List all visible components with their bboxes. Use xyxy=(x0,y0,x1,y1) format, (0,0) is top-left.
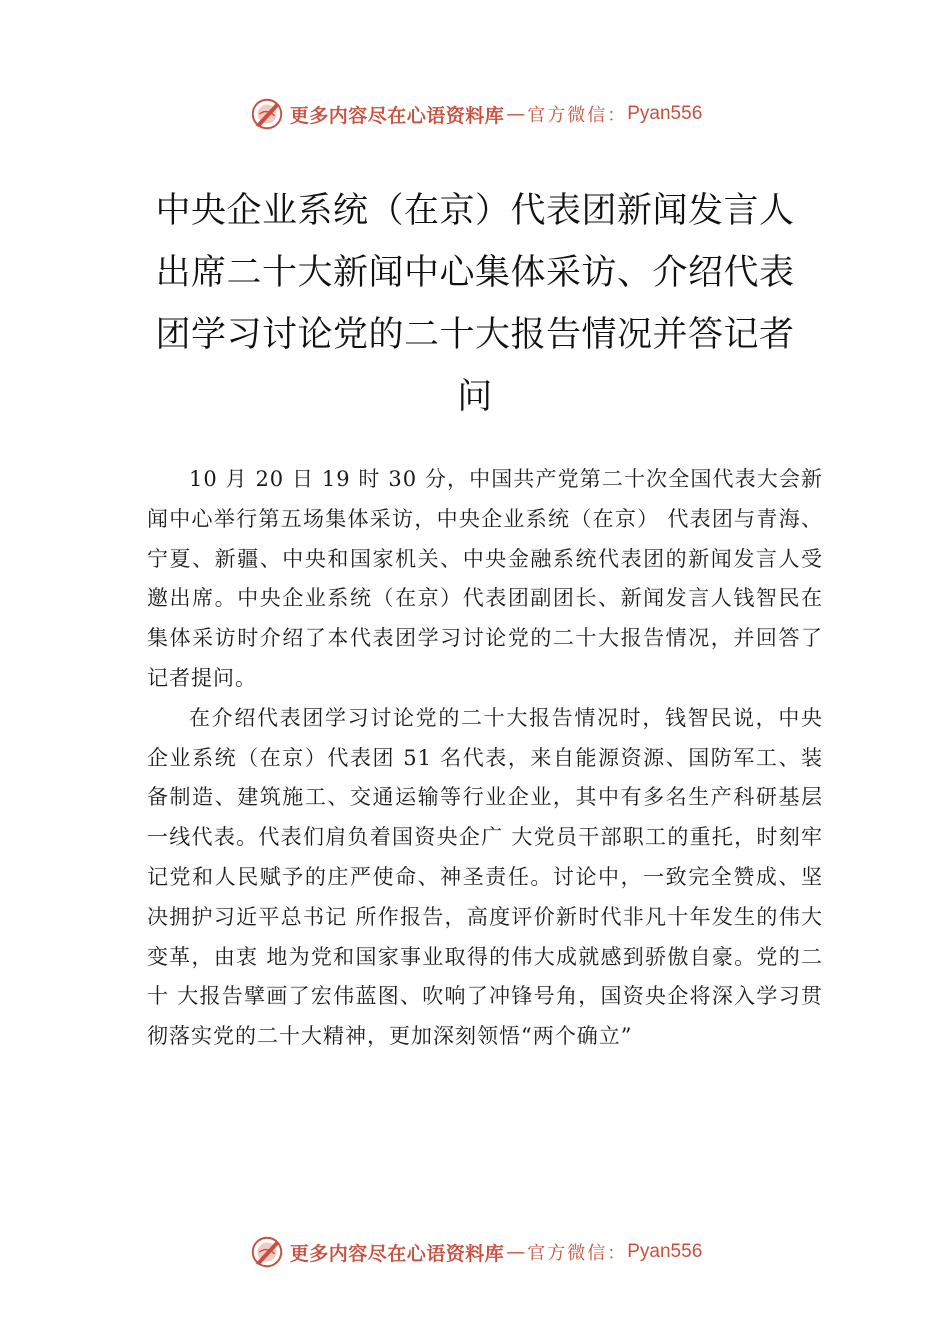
banner-wechat-label: 官方微信： xyxy=(527,1243,628,1264)
banner-account: Pyan556 xyxy=(627,103,703,124)
banner-dash: — xyxy=(506,1241,526,1263)
quill-seal-icon xyxy=(248,1233,286,1271)
banner-account: Pyan556 xyxy=(627,1241,703,1262)
title-line: 出席二十大新闻中心集体采访、介绍代表 xyxy=(155,253,795,293)
quill-seal-icon xyxy=(248,95,286,133)
document-title xyxy=(150,180,800,428)
title-line: 问 xyxy=(457,377,493,417)
banner-brand: 更多内容尽在心语资料库 xyxy=(289,1242,505,1265)
body-paragraph: 10 月 20 日 19 时 30 分，中国共产党第二十次全国代表大会新闻中心举行第五场集体采访，中央企业系统（在京） 代表团与青海、宁夏、新疆、中央和国家机关、中央金融系统代表团的新闻发言人受邀出席。中央企业系统（在京）代表团副团长、新闻发言人钱智民在集体采访时介绍了本代表团学习讨论党的二十大报告情况，并回答了记者提问。 xyxy=(147,467,823,690)
title-line: 团学习讨论党的二十大报告情况并答记者 xyxy=(155,315,795,355)
footer-banner xyxy=(0,1232,950,1272)
banner-brand: 更多内容尽在心语资料库 xyxy=(289,104,505,127)
banner-wechat-label: 官方微信： xyxy=(527,105,628,126)
title-line: 中央企业系统（在京）代表团新闻发言人 xyxy=(155,191,795,231)
body-paragraph: 在介绍代表团学习讨论党的二十大报告情况时，钱智民说，中央企业系统（在京）代表团 51 名代表，来自能源资源、国防军工、装备制造、建筑施工、交通运输等行业企业，其中有多名生产科研基层一线代表。代表们肩负着国资央企广 大党员干部职工的重托，时刻牢记党和人民赋予的庄严使命、神圣责任。讨论中，一致完全赞成、坚决拥护习近平总书记 所作报告，高度评价新时代非凡十年发生的伟大变革，由衷 地为党和国家事业取得的伟大成就感到骄傲自豪。党的二十 大报告擘画了宏伟蓝图、吹响了冲锋号角，国资央企将深入学习贯彻落实党的二十大精神，更加深刻领悟“两个确立” xyxy=(147,705,823,1049)
header-banner xyxy=(0,94,950,134)
document-body xyxy=(147,460,823,1057)
banner-dash: — xyxy=(506,103,526,125)
